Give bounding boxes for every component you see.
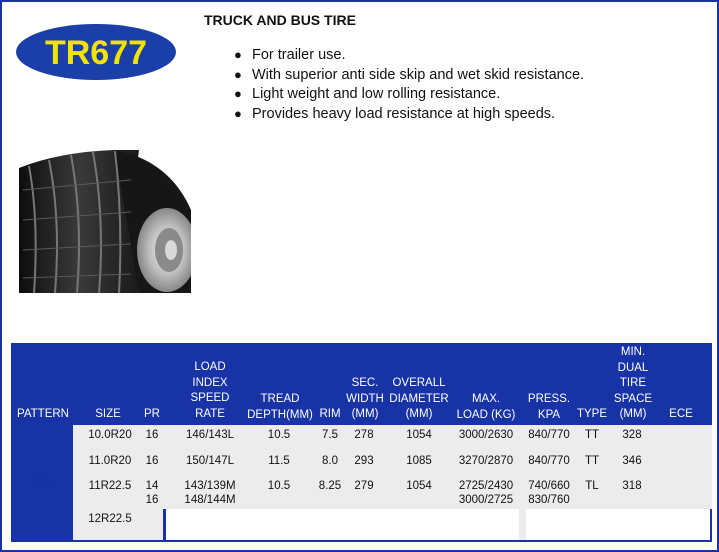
feature-item: ● Light weight and low rolling resistance. — [234, 86, 501, 102]
table-cell: 278 — [354, 429, 374, 441]
table-cell: 10.0R20 — [88, 429, 132, 441]
table-cell: TT — [584, 429, 600, 441]
table-cell: 7.5 — [322, 429, 338, 441]
header-type: TYPE — [576, 408, 608, 420]
feature-item: ● For trailer use. — [234, 47, 346, 63]
header-load-speed: LOAD INDEX SPEED RATE — [190, 361, 230, 420]
table-cell: 10.5 — [267, 429, 291, 441]
header-tread: TREAD DEPTH(MM) — [247, 393, 313, 421]
header-size: SIZE — [95, 408, 121, 420]
table-cell: 3270/2870 — [458, 455, 514, 467]
tr677-logo — [15, 23, 177, 81]
table-cell: 143/139M — [184, 480, 236, 492]
feature-item: ● With superior anti side skip and wet skid resistance. — [234, 66, 585, 83]
header-pr: PR — [144, 408, 160, 420]
bullet-icon: ● — [234, 86, 242, 101]
table-cell: 1054 — [406, 429, 432, 441]
table-cell: 148/144M — [184, 494, 236, 506]
header-ece: ECE — [669, 408, 693, 420]
table-cell: 2725/2430 — [458, 480, 514, 492]
spec-table — [11, 343, 712, 542]
table-cell: 1054 — [406, 480, 432, 492]
table-cell: 1085 — [406, 455, 432, 467]
table-cell: 318 — [622, 480, 642, 492]
table-cell: 10.5 — [267, 480, 291, 492]
table-empty-cell — [163, 509, 519, 540]
feature-item: ● Provides heavy load resistance at high speeds. — [234, 105, 556, 122]
table-cell: 11.0R20 — [88, 455, 132, 467]
table-cell: 146/143L — [186, 429, 234, 441]
header-max-load: MAX. LOAD (KG) — [456, 393, 516, 421]
header-overall-diameter: OVERALL DIAMETER (MM) — [389, 377, 449, 420]
table-cell: 293 — [354, 455, 374, 467]
table-cell: 11R22.5 — [88, 480, 132, 492]
table-cell: 16 — [145, 494, 159, 506]
table-cell: 279 — [354, 480, 374, 492]
table-cell: 740/660 — [528, 480, 570, 492]
table-cell: 346 — [622, 455, 642, 467]
table-cell: 3000/2725 — [458, 494, 514, 506]
table-cell: 8.25 — [318, 480, 342, 492]
pattern-link-tr677[interactable]: TR677 — [23, 474, 61, 488]
feature-list — [234, 45, 584, 123]
table-cell: 11.5 — [268, 455, 290, 467]
tire-image — [19, 150, 191, 293]
table-cell: 12R22.5 — [88, 513, 132, 525]
table-cell: 150/147L — [186, 455, 234, 467]
table-cell: 840/770 — [528, 429, 570, 441]
table-cell: TL — [585, 480, 599, 492]
product-title: TRUCK AND BUS TIRE — [204, 12, 356, 28]
table-cell: 328 — [622, 429, 642, 441]
header-rim: RIM — [319, 408, 341, 420]
table-cell: 830/760 — [528, 494, 570, 506]
header-sec-width: SEC. WIDTH (MM) — [346, 377, 384, 420]
table-cell: 16 — [145, 429, 159, 441]
table-cell: 840/770 — [528, 455, 570, 467]
bullet-icon: ● — [234, 105, 242, 121]
table-cell: 8.0 — [322, 455, 338, 467]
bullet-icon: ● — [234, 66, 242, 82]
header-dual-space: MIN. DUAL TIRE SPACE (MM) — [613, 346, 653, 420]
table-cell: 14 — [145, 480, 159, 492]
table-cell: 3000/2630 — [458, 429, 514, 441]
header-pattern: PATTERN — [17, 408, 69, 420]
bullet-icon: ● — [234, 47, 242, 62]
logo-text: TR677 — [44, 34, 148, 72]
table-cell: TT — [584, 455, 600, 467]
header-press: PRESS. KPA — [527, 393, 571, 421]
table-cell: 16 — [145, 455, 159, 467]
table-empty-cell — [526, 509, 710, 540]
